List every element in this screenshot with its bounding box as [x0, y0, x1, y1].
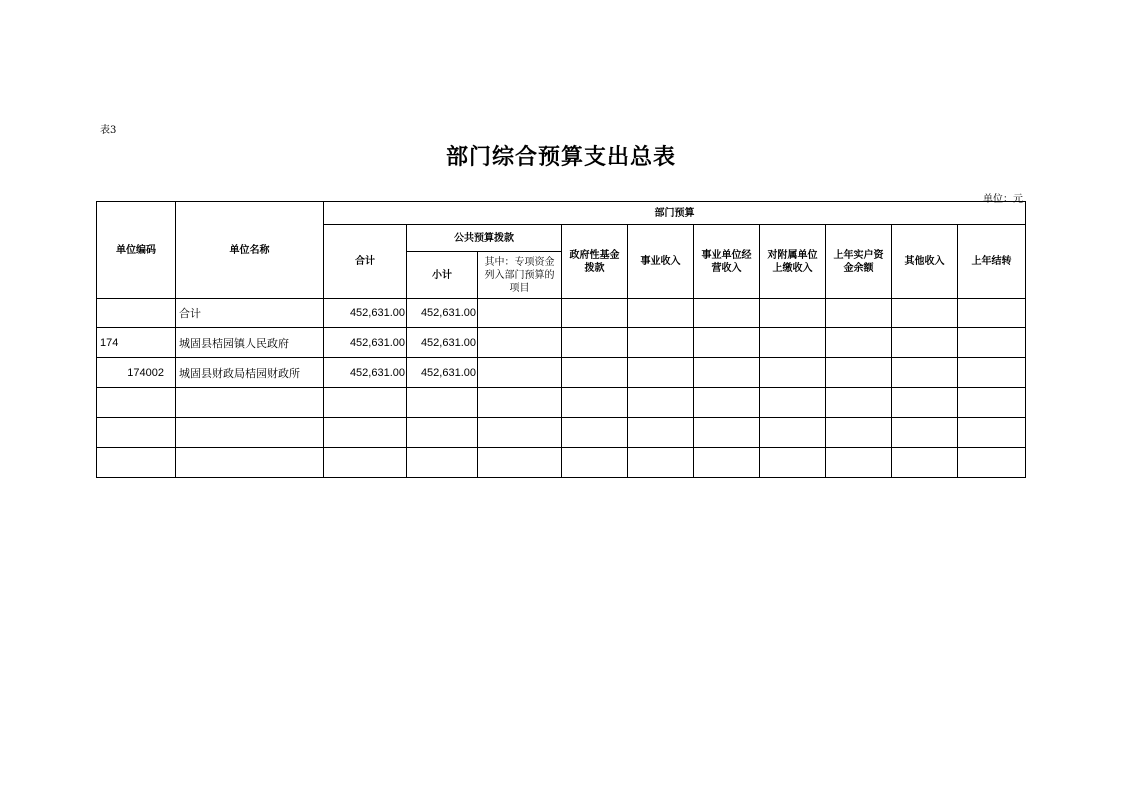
- row-total: 452,631.00: [324, 358, 407, 388]
- row-total: [324, 418, 407, 448]
- header-gov-fund: 政府性基金拨款: [562, 225, 628, 299]
- row-name: 城固县桔园镇人民政府: [176, 328, 324, 358]
- row-code: 174002: [97, 358, 176, 388]
- row-code: [97, 299, 176, 328]
- row-subtotal: [407, 448, 478, 478]
- table-row: [97, 388, 1026, 418]
- row-code: [97, 388, 176, 418]
- page-title: 部门综合预算支出总表: [445, 145, 676, 170]
- row-name: 合计: [176, 299, 324, 328]
- row-total: [324, 448, 407, 478]
- budget-expenditure-table: [96, 201, 1026, 478]
- header-unit-name: 单位名称: [176, 202, 324, 299]
- header-other-income: 其他收入: [892, 225, 958, 299]
- row-code: [97, 418, 176, 448]
- header-prior-carryover: 上年结转: [958, 225, 1026, 299]
- row-total: 452,631.00: [324, 299, 407, 328]
- row-code: [97, 448, 176, 478]
- row-name: [176, 418, 324, 448]
- table-number: 表3: [100, 125, 117, 136]
- table-row: [97, 328, 1026, 358]
- row-total: [324, 388, 407, 418]
- row-subtotal: 452,631.00: [407, 328, 478, 358]
- header-subtotal: 小计: [407, 252, 478, 299]
- row-total: 452,631.00: [324, 328, 407, 358]
- header-affiliated-income: 对附属单位上缴收入: [760, 225, 826, 299]
- header-dept-budget: 部门预算: [324, 202, 1026, 225]
- header-total: 合计: [324, 225, 407, 299]
- header-prior-balance: 上年实户资金余额: [826, 225, 892, 299]
- table-row: [97, 448, 1026, 478]
- row-subtotal: 452,631.00: [407, 358, 478, 388]
- header-business-operating-income: 事业单位经营收入: [694, 225, 760, 299]
- row-name: [176, 388, 324, 418]
- table-row: [97, 358, 1026, 388]
- header-business-income: 事业收入: [628, 225, 694, 299]
- unit-label: 单位：元: [983, 194, 1023, 205]
- header-public-budget: 公共预算拨款: [407, 225, 562, 252]
- row-code: 174: [97, 328, 176, 358]
- header-special-fund: 其中：专项资金列入部门预算的项目: [478, 252, 562, 299]
- table-row: [97, 418, 1026, 448]
- header-unit-code: 单位编码: [97, 202, 176, 299]
- row-subtotal: [407, 388, 478, 418]
- row-name: [176, 448, 324, 478]
- table-row: [97, 299, 1026, 328]
- row-subtotal: [407, 418, 478, 448]
- row-subtotal: 452,631.00: [407, 299, 478, 328]
- row-name: 城固县财政局桔园财政所: [176, 358, 324, 388]
